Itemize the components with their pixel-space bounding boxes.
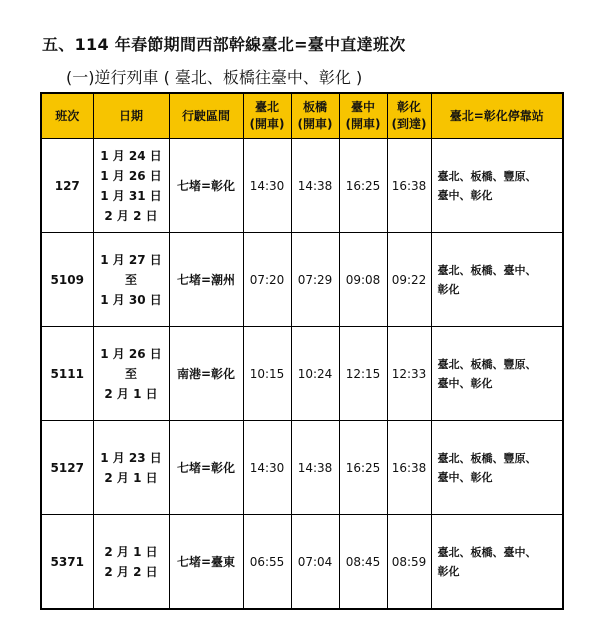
date-line: 2 月 1 日	[104, 544, 158, 559]
cell-taipei-time: 06:55	[243, 515, 291, 610]
cell-banqiao-time: 07:29	[291, 233, 339, 327]
table-row	[41, 515, 563, 610]
stops-line: 彰化	[437, 282, 460, 296]
date-line: 2 月 2 日	[104, 208, 158, 223]
cell-banqiao-time: 14:38	[291, 421, 339, 515]
cell-stops	[431, 421, 563, 515]
date-line: 1 月 27 日	[100, 252, 162, 267]
cell-train: 5127	[41, 421, 93, 515]
stops-line: 彰化	[437, 564, 460, 578]
date-line: 至	[124, 272, 137, 287]
cell-section: 七堵=彰化	[169, 421, 243, 515]
table-row	[41, 233, 563, 327]
header-taipei	[243, 93, 291, 139]
cell-taipei-time: 07:20	[243, 233, 291, 327]
header-date: 日期	[93, 93, 169, 139]
stops-line: 臺中、彰化	[437, 470, 493, 484]
cell-dates	[93, 327, 169, 421]
header-banqiao-line1: 板橋	[302, 100, 327, 114]
table-row	[41, 327, 563, 421]
stops-line: 臺中、彰化	[437, 376, 493, 390]
date-line: 1 月 30 日	[100, 292, 162, 307]
cell-taipei-time: 10:15	[243, 327, 291, 421]
cell-stops	[431, 327, 563, 421]
cell-changhua-time: 16:38	[387, 139, 431, 233]
cell-taichung-time: 09:08	[339, 233, 387, 327]
header-stops: 臺北=彰化停靠站	[431, 93, 563, 139]
header-taipei-line2: (開車)	[249, 117, 285, 131]
cell-taipei-time: 14:30	[243, 139, 291, 233]
date-line: 2 月 2 日	[104, 564, 158, 579]
header-changhua	[387, 93, 431, 139]
table-row	[41, 421, 563, 515]
date-line: 1 月 24 日	[100, 148, 162, 163]
cell-dates	[93, 233, 169, 327]
cell-train: 5111	[41, 327, 93, 421]
header-changhua-line2: (到達)	[391, 117, 427, 131]
cell-changhua-time: 16:38	[387, 421, 431, 515]
date-line: 1 月 26 日	[100, 346, 162, 361]
header-taichung	[339, 93, 387, 139]
header-section: 行駛區間	[169, 93, 243, 139]
cell-stops	[431, 515, 563, 610]
date-line: 至	[124, 366, 137, 381]
stops-line: 臺北、板橋、臺中、	[437, 263, 537, 277]
page-subtitle: (一)逆行列車 ( 臺北、板橋往臺中、彰化 )	[66, 68, 363, 87]
cell-changhua-time: 09:22	[387, 233, 431, 327]
cell-stops	[431, 139, 563, 233]
cell-taichung-time: 16:25	[339, 139, 387, 233]
cell-train: 5109	[41, 233, 93, 327]
cell-changhua-time: 08:59	[387, 515, 431, 610]
cell-section: 南港=彰化	[169, 327, 243, 421]
header-taichung-line2: (開車)	[345, 117, 381, 131]
cell-dates	[93, 515, 169, 610]
table-row	[41, 139, 563, 233]
stops-line: 臺中、彰化	[437, 188, 493, 202]
header-train: 班次	[41, 93, 93, 139]
stops-line: 臺北、板橋、豐原、	[437, 357, 537, 371]
date-line: 1 月 31 日	[100, 188, 162, 203]
cell-section: 七堵=彰化	[169, 139, 243, 233]
table-header-row	[41, 93, 563, 139]
cell-taichung-time: 16:25	[339, 421, 387, 515]
cell-banqiao-time: 10:24	[291, 327, 339, 421]
cell-banqiao-time: 07:04	[291, 515, 339, 610]
cell-dates	[93, 139, 169, 233]
header-taichung-line1: 臺中	[350, 100, 375, 114]
train-schedule-table	[40, 92, 564, 610]
cell-taipei-time: 14:30	[243, 421, 291, 515]
header-taipei-line1: 臺北	[254, 100, 279, 114]
date-line: 1 月 23 日	[100, 450, 162, 465]
date-line: 2 月 1 日	[104, 470, 158, 485]
header-banqiao	[291, 93, 339, 139]
cell-stops	[431, 233, 563, 327]
header-changhua-line1: 彰化	[396, 100, 421, 114]
date-line: 2 月 1 日	[104, 386, 158, 401]
cell-banqiao-time: 14:38	[291, 139, 339, 233]
page-title: 五、114 年春節期間西部幹線臺北=臺中直達班次	[42, 35, 406, 54]
cell-train: 127	[41, 139, 93, 233]
cell-dates	[93, 421, 169, 515]
header-banqiao-line2: (開車)	[297, 117, 333, 131]
cell-taichung-time: 12:15	[339, 327, 387, 421]
stops-line: 臺北、板橋、臺中、	[437, 545, 537, 559]
stops-line: 臺北、板橋、豐原、	[437, 169, 537, 183]
cell-section: 七堵=臺東	[169, 515, 243, 610]
cell-train: 5371	[41, 515, 93, 610]
cell-taichung-time: 08:45	[339, 515, 387, 610]
cell-section: 七堵=潮州	[169, 233, 243, 327]
cell-changhua-time: 12:33	[387, 327, 431, 421]
date-line: 1 月 26 日	[100, 168, 162, 183]
stops-line: 臺北、板橋、豐原、	[437, 451, 537, 465]
